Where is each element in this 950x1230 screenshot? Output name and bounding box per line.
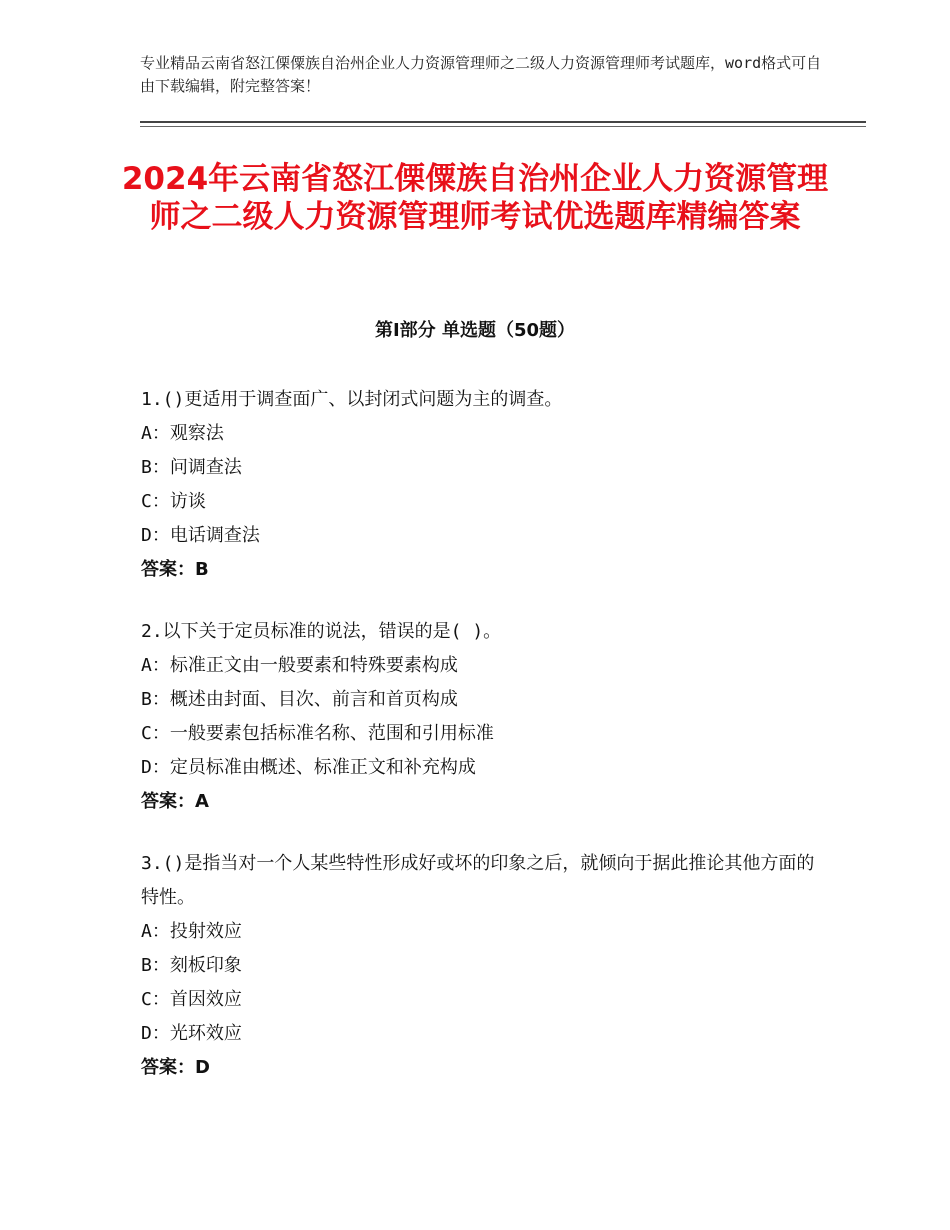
question-stem: 1.()更适用于调查面广、以封闭式问题为主的调查。: [141, 389, 563, 410]
header-divider-thin: [140, 126, 866, 127]
option-c: C：访谈: [141, 491, 206, 512]
option-d: D：光环效应: [141, 1023, 242, 1044]
option-b: B：刻板印象: [141, 955, 242, 976]
question-list: [141, 383, 821, 1113]
answer-line: 答案：A: [141, 791, 209, 812]
section-heading: 第Ⅰ部分 单选题（50题）: [374, 320, 575, 341]
option-c: C：首因效应: [141, 989, 242, 1010]
option-d: D：定员标准由概述、标准正文和补充构成: [141, 757, 476, 778]
question-2: [141, 615, 821, 819]
option-c: C：一般要素包括标准名称、范围和引用标准: [141, 723, 494, 744]
option-a: A：投射效应: [141, 921, 242, 942]
option-b: B：问调查法: [141, 457, 242, 478]
question-1: [141, 383, 821, 587]
answer-line: 答案：B: [141, 559, 209, 580]
header-note: 专业精品云南省怒江傈僳族自治州企业人力资源管理师之二级人力资源管理师考试题库，word格式可自由下载编辑，附完整答案！: [140, 54, 822, 95]
option-b: B：概述由封面、目次、前言和首页构成: [141, 689, 458, 710]
option-a: A：观察法: [141, 423, 224, 444]
question-3: [141, 847, 821, 1085]
question-stem: 3.()是指当对一个人某些特性形成好或坏的印象之后，就倾向于据此推论其他方面的特性。: [141, 853, 815, 908]
answer-line: 答案：D: [141, 1057, 210, 1078]
option-a: A：标准正文由一般要素和特殊要素构成: [141, 655, 458, 676]
document-title: 2024年云南省怒江傈僳族自治州企业人力资源管理师之二级人力资源管理师考试优选题库精编答案: [121, 161, 829, 235]
option-d: D：电话调查法: [141, 525, 260, 546]
question-stem: 2.以下关于定员标准的说法，错误的是( )。: [141, 621, 502, 642]
header-divider-thick: [140, 121, 866, 123]
